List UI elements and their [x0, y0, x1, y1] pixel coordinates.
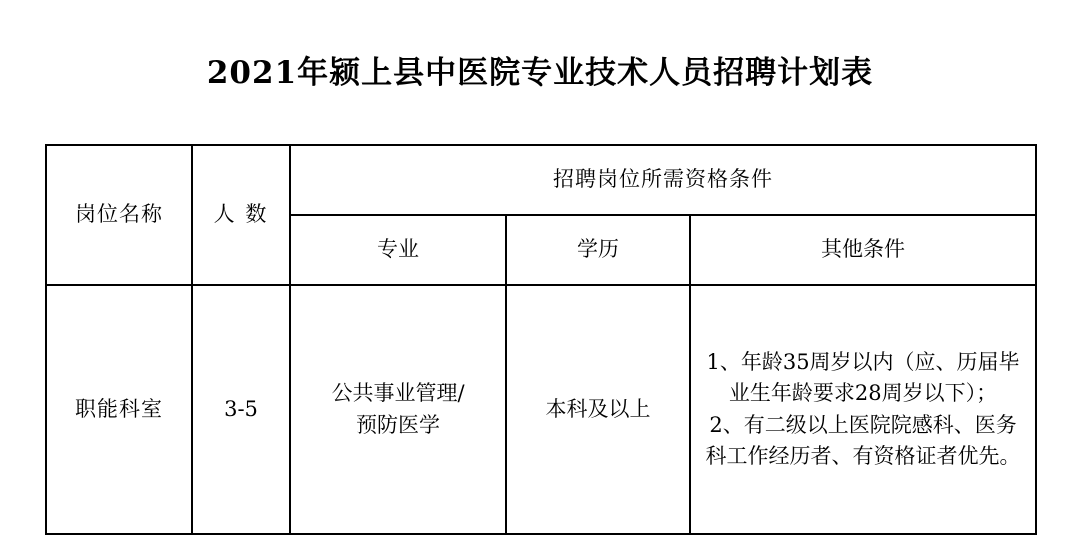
recruitment-plan-table-wrapper — [45, 144, 1035, 535]
table-header-row-1 — [46, 145, 1036, 215]
cell-major-line-1: 公共事业管理/ — [331, 381, 465, 406]
page-title: 2021年颍上县中医院专业技术人员招聘计划表 — [206, 55, 874, 91]
header-education: 学历 — [506, 215, 690, 285]
cell-post-name: 职能科室 — [46, 285, 192, 534]
header-qualification-group: 招聘岗位所需资格条件 — [290, 145, 1036, 215]
cell-other-conditions — [690, 285, 1036, 534]
other-condition-line-2: 业生年龄要求28周岁以下）； — [728, 381, 998, 406]
cell-major-line-2: 预防医学 — [356, 412, 440, 437]
table-body — [46, 285, 1036, 534]
other-condition-line-3: 2、有二级以上医院院感科、医务 — [709, 412, 1017, 437]
header-post-name: 岗位名称 — [46, 145, 192, 285]
other-condition-line-4: 科工作经历者、有资格证者优先。 — [705, 444, 1021, 469]
table-row — [46, 285, 1036, 534]
cell-major — [290, 285, 506, 534]
table-header — [46, 145, 1036, 285]
header-count: 人 数 — [192, 145, 290, 285]
header-major: 专业 — [290, 215, 506, 285]
other-condition-line-1: 1、年龄35周岁以内（应、历届毕 — [706, 349, 1020, 374]
cell-education: 本科及以上 — [506, 285, 690, 534]
cell-count: 3-5 — [192, 285, 290, 534]
header-other-conditions: 其他条件 — [690, 215, 1036, 285]
recruitment-plan-table — [45, 144, 1037, 535]
